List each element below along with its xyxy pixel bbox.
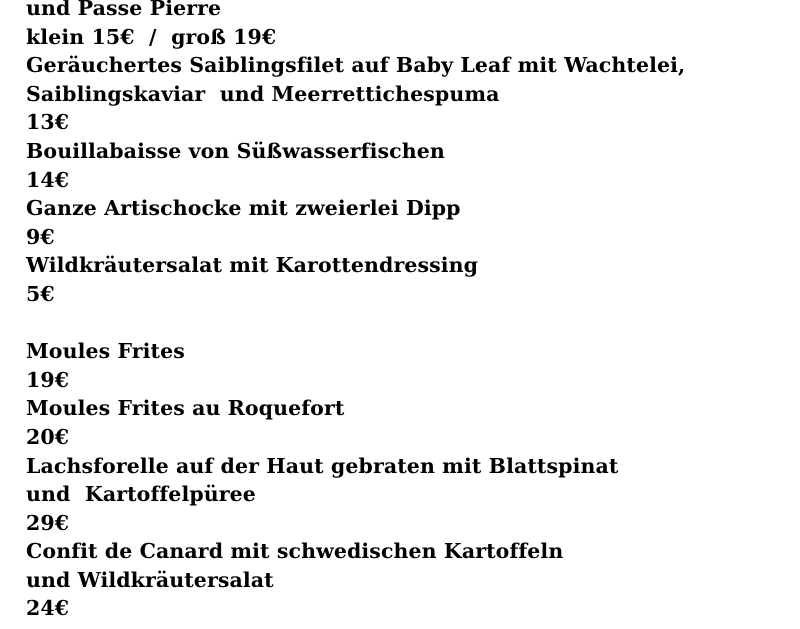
- menu-line: Lachsforelle auf der Haut gebraten mit Blattspinat: [26, 453, 619, 478]
- menu-line: Moules Frites: [26, 339, 185, 364]
- menu-line-blank: [26, 309, 800, 338]
- menu-line: und Passe Pierre: [26, 0, 222, 20]
- menu-line-list: [26, 0, 800, 621]
- menu-line: und Kartoffelpüree: [26, 482, 256, 507]
- menu-line: 5€: [26, 281, 55, 306]
- menu-line: Bouillabaisse von Süßwasserfischen: [26, 138, 445, 163]
- menu-line: Confit de Canard mit schwedischen Kartoffeln: [26, 539, 564, 564]
- menu-line: Ganze Artischocke mit zweierlei Dipp: [26, 196, 461, 221]
- menu-line: 24€: [26, 596, 70, 621]
- menu-line: 29€: [26, 510, 70, 535]
- menu-line: klein 15€ / groß 19€: [26, 24, 277, 49]
- menu-line: und Wildkräutersalat: [26, 567, 274, 592]
- menu-line: 9€: [26, 224, 55, 249]
- menu-line: Saiblingskaviar und Meerrettichespuma: [26, 81, 500, 106]
- menu-line: Moules Frites au Roquefort: [26, 396, 345, 421]
- menu-line: Geräuchertes Saiblingsfilet auf Baby Leaf mit Wachtelei,: [26, 53, 686, 78]
- menu-line: 13€: [26, 110, 70, 135]
- menu-line: 20€: [26, 424, 70, 449]
- menu-line: Wildkräutersalat mit Karottendressing: [26, 253, 479, 278]
- menu-line: 14€: [26, 167, 70, 192]
- menu-line: 19€: [26, 367, 70, 392]
